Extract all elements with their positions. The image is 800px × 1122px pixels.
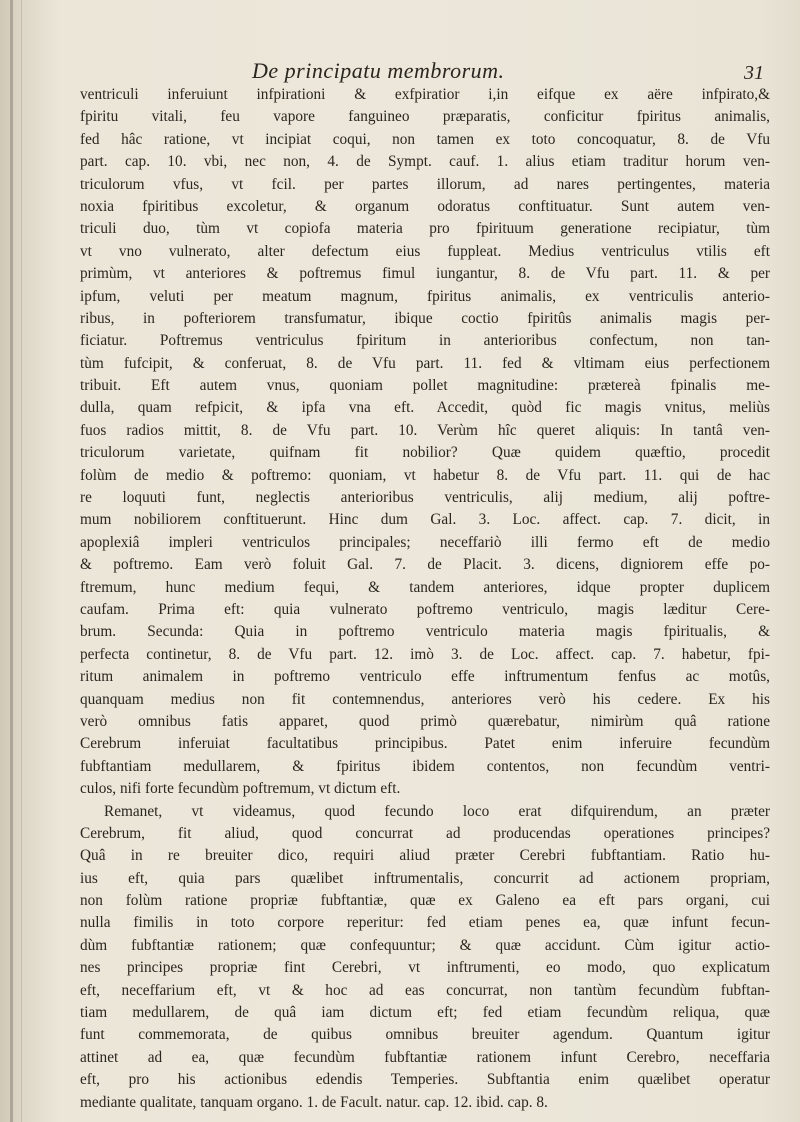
- text-line: ribus, in pofteriorem transfumatur, ibique coctio fpiritûs animalis magis per-: [80, 309, 770, 327]
- text-line: ficiatur. Poftremus ventriculus fpiritum in anterioribus confectum, non tan-: [80, 332, 770, 350]
- text-line: quanquam medius non fit contemnendus, anteriores verò his cedere. Ex his: [80, 690, 770, 708]
- text-line: fubftantiam medullarem, & fpiritus ibidem contentos, non fecundùm ventri-: [80, 757, 770, 775]
- text-line: ipfum, veluti per meatum magnum, fpiritus animalis, ex ventriculis anterio-: [80, 287, 770, 305]
- text-line: primùm, vt anteriores & poftremus fimul iungantur, 8. de Vfu part. 11. & per: [80, 265, 770, 283]
- text-line: fed hâc ratione, vt incipiat coqui, non tamen ex toto concoquatur, 8. de Vfu: [80, 130, 770, 148]
- text-line: verò omnibus fatis apparet, quod primò quærebatur, nimirùm quâ ratione: [80, 712, 770, 730]
- binding-gutter-shadow: [10, 0, 13, 1122]
- text-line: tùm fufcipit, & conferuat, 8. de Vfu part. 11. fed & vltimam eius perfectionem: [80, 354, 770, 372]
- text-line: ftremum, hunc medium fequi, & tandem anteriores, idque propter duplicem: [80, 578, 770, 596]
- text-line: fuos radios mittit, 8. de Vfu part. 10. Verùm hîc queret aliquis: In tantâ ven-: [80, 421, 770, 439]
- running-title: De principatu membrorum.: [252, 58, 505, 83]
- text-line: ritum animalem in poftremo ventriculo effe inftrumentum fenfus ac motûs,: [80, 668, 770, 686]
- text-line: eft, neceffarium eft, vt & hoc ad eas concurrat, non tantùm fecundùm fubftan-: [80, 981, 770, 999]
- text-line: culos, nifi forte fecundùm poftremum, vt dictum eft.: [80, 780, 401, 798]
- text-line: triculorum vfus, vt fcil. per partes illorum, ad nares pertingentes, materia: [80, 175, 770, 193]
- text-line: part. cap. 10. vbi, nec non, 4. de Sympt. cauf. 1. alius etiam traditur horum ven-: [80, 153, 770, 171]
- binding-gutter-line: [21, 0, 22, 1122]
- text-line: ius eft, quia pars quælibet inftrumentalis, concurrit ad actionem propriam,: [80, 869, 770, 887]
- text-line: fpiritu vitali, feu vapore fanguineo præparatis, conficitur fpiritus animalis,: [80, 108, 770, 126]
- text-line: mum nobiliorem conftituerunt. Hinc dum Gal. 3. Loc. affect. cap. 7. dicit, in: [80, 511, 770, 529]
- text-line: ventriculi inferuiunt infpirationi & exfpiratior i,in eifque ex aëre infpirato,&: [80, 86, 770, 103]
- text-line: perfecta continetur, 8. de Vfu part. 12. imò 3. de Loc. affect. cap. 7. habetur, fpi-: [80, 645, 770, 663]
- text-line: nes principes propriæ fint Cerebri, vt inftrumenti, eo modo, quo explicatum: [80, 959, 770, 977]
- text-line: noxia fpiritibus excoletur, & organum odoratus conftituatur. Sunt autem ven-: [80, 197, 770, 215]
- page-header: [80, 58, 770, 86]
- text-line: vt vno vulnerato, alter defectum eius fuppleat. Medius ventriculus vtilis eft: [80, 242, 770, 260]
- text-line: brum. Secunda: Quia in poftremo ventriculo materia magis fpiritualis, &: [80, 623, 770, 641]
- text-line: Cerebrum inferuiat facultatibus principibus. Patet enim inferuire fecundùm: [80, 735, 770, 753]
- page-number: 31: [744, 62, 764, 84]
- text-line: triculorum varietate, quifnam fit nobilior? Quæ quidem quæftio, procedit: [80, 444, 770, 462]
- text-line: triculi duo, tùm vt copiofa materia pro fpirituum generatione recipiatur, tùm: [80, 220, 770, 238]
- text-line: tiam medullarem, de quâ iam dictum eft; fed etiam fecundùm reliqua, quæ: [80, 1004, 770, 1022]
- text-line: tribuit. Eft autem vnus, quoniam pollet magnitudine: prætereà fpinalis me-: [80, 377, 770, 395]
- body-text: [80, 84, 770, 1114]
- text-line: Cerebrum, fit aliud, quod concurrat ad producendas operationes principes?: [80, 824, 770, 842]
- text-line: dùm fubftantiæ rationem; quæ confequuntur; & quæ accidunt. Cùm igitur actio-: [80, 936, 770, 954]
- text-line: nulla fimilis in toto corpore reperitur: fed etiam penes ea, quæ infunt fecun-: [80, 914, 770, 932]
- text-line: apoplexiâ impleri ventriculos principales; neceffariò illi fermo eft de medio: [80, 533, 770, 551]
- text-line: & poftremo. Eam verò foluit Gal. 7. de Placit. 3. dicens, digniorem effe po-: [80, 556, 770, 574]
- text-line: non folùm ratione propriæ fubftantiæ, quæ ex Galeno ea eft pars organi, cui: [80, 892, 770, 910]
- text-line: eft, pro his actionibus edendis Temperies. Subftantia enim quælibet operatur: [80, 1071, 770, 1089]
- text-line: mediante qualitate, tanquam organo. 1. de Facult. natur. cap. 12. ibid. cap. 8.: [80, 1093, 548, 1111]
- text-line: funt commemorata, de quibus omnibus breuiter agendum. Quantum igitur: [80, 1026, 770, 1044]
- text-line: re loquuti funt, neglectis anterioribus ventriculis, alij medium, alij poftre-: [80, 489, 770, 507]
- text-line: dulla, quam refpicit, & ipfa vna eft. Accedit, quòd fic magis vnitus, meliùs: [80, 399, 770, 417]
- text-line: caufam. Prima eft: quia vulnerato poftremo ventriculo, magis læditur Cere-: [80, 600, 770, 618]
- text-line: folùm de medio & poftremo: quoniam, vt habetur 8. de Vfu part. 11. qui de hac: [80, 466, 770, 484]
- text-line: Quâ in re breuiter dico, requiri aliud præter Cerebri fubftantiam. Ratio hu-: [80, 847, 770, 865]
- text-line: Remanet, vt videamus, quod fecundo loco erat difquirendum, an præter: [104, 802, 770, 820]
- text-line: attinet ad ea, quæ fecundùm fubftantiæ rationem infunt Cerebro, neceffaria: [80, 1048, 770, 1066]
